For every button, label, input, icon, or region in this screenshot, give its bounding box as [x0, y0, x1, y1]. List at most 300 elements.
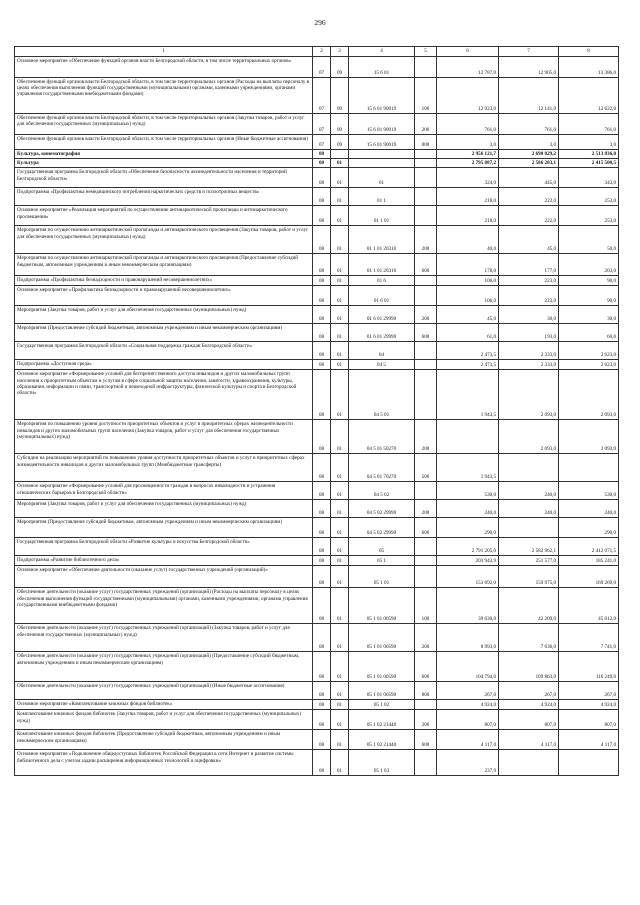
target-article-cell: 04 5: [349, 360, 415, 370]
amount-year1-cell: 106,0: [437, 286, 499, 306]
section-code-cell: 08: [313, 454, 331, 482]
row-name-cell: Обеспечение функций органов власти Белгородской области, в том числе территориальных органов (Расходы на выплаты персоналу в целях обеспечения выполнения функций государственными (муниципальными) органами, казенными учреждениями, органами управления государственными внебюджетными фондами): [15, 78, 313, 114]
table-row: [15, 710, 619, 730]
subsection-code-cell: 01: [331, 276, 349, 286]
target-article-cell: 05 1 01 00590: [349, 588, 415, 624]
target-article-cell: 15 6 01 90019: [349, 114, 415, 135]
table-row: [15, 588, 619, 624]
row-name-cell: Мероприятия по осуществлению антинаркотической пропаганды и антинаркотического просвещения (Закупка товаров, работ и услуг для обеспечения государственных (муниципальных) нужд): [15, 226, 313, 254]
subsection-code-cell: 01: [331, 342, 349, 360]
table-row: [15, 500, 619, 518]
table-row: [15, 730, 619, 750]
table-row: [15, 454, 619, 482]
amount-year1-cell: 178,0: [437, 254, 499, 276]
amount-year2-cell: 2 093,0: [499, 420, 559, 454]
subsection-code-cell: 01: [331, 254, 349, 276]
target-article-cell: 04 5 01 50270: [349, 420, 415, 454]
expense-type-cell: [415, 276, 437, 286]
subsection-code-cell: 01: [331, 306, 349, 324]
table-row: [15, 566, 619, 588]
amount-year1-cell: 203 943,9: [437, 556, 499, 566]
amount-year1-cell: 324,0: [437, 168, 499, 188]
target-article-cell: 05 1: [349, 556, 415, 566]
expense-type-cell: 200: [415, 500, 437, 518]
amount-year2-cell: 223,0: [499, 276, 559, 286]
target-article-cell: 01 1 01 20310: [349, 254, 415, 276]
subsection-code-cell: 09: [331, 135, 349, 150]
target-article-cell: 04 5 02: [349, 482, 415, 500]
amount-year1-cell: 807,0: [437, 710, 499, 730]
table-row: [15, 286, 619, 306]
expense-type-cell: [415, 700, 437, 710]
section-code-cell: 08: [313, 566, 331, 588]
row-name-cell: Мероприятия (Закупка товаров, работ и услуг для обеспечения государственных (муниципальных) нужд): [15, 306, 313, 324]
target-article-cell: 05 1 01: [349, 566, 415, 588]
section-code-cell: 08: [313, 150, 331, 159]
target-article-cell: 04: [349, 342, 415, 360]
expense-type-cell: 600: [415, 518, 437, 538]
section-code-cell: 08: [313, 159, 331, 168]
table-row: [15, 652, 619, 682]
expense-type-cell: 100: [415, 78, 437, 114]
amount-year3-cell: 530,0: [559, 482, 619, 500]
target-article-cell: 01 6 01: [349, 286, 415, 306]
amount-year1-cell: 761,0: [437, 114, 499, 135]
expense-type-cell: 200: [415, 420, 437, 454]
subsection-code-cell: 01: [331, 682, 349, 700]
subsection-code-cell: 01: [331, 750, 349, 776]
expense-type-cell: [415, 342, 437, 360]
subsection-code-cell: 01: [331, 652, 349, 682]
section-code-cell: 08: [313, 624, 331, 652]
section-code-cell: 08: [313, 482, 331, 500]
table-row: [15, 682, 619, 700]
amount-year2-cell: 2 333,0: [499, 360, 559, 370]
subsection-code-cell: 01: [331, 370, 349, 420]
row-name-cell: Культура: [15, 159, 313, 168]
expense-type-cell: [415, 556, 437, 566]
amount-year1-cell: 2 473,5: [437, 360, 499, 370]
amount-year1-cell: 2 956 121,7: [437, 150, 499, 159]
expense-type-cell: 500: [415, 454, 437, 482]
table-row: [15, 538, 619, 556]
amount-year1-cell: 2 473,5: [437, 342, 499, 360]
table-row: [15, 168, 619, 188]
col-header: 2: [313, 47, 331, 57]
row-name-cell: Мероприятия по осуществлению антинаркотической пропаганды и антинаркотического просвещения (Предоставление субсидий бюджетным, автономным учреждениям и иным некоммерческим организациям): [15, 254, 313, 276]
amount-year3-cell: 290,0: [559, 518, 619, 538]
amount-year1-cell: 40,0: [437, 226, 499, 254]
amount-year3-cell: 30,0: [559, 306, 619, 324]
row-name-cell: Культура, кинематография: [15, 150, 313, 159]
amount-year1-cell: 61,0: [437, 324, 499, 342]
amount-year3-cell: 203,0: [559, 254, 619, 276]
amount-year2-cell: 12 905,0: [499, 57, 559, 78]
subsection-code-cell: 01: [331, 710, 349, 730]
subsection-code-cell: 01: [331, 624, 349, 652]
subsection-code-cell: 01: [331, 286, 349, 306]
expense-type-cell: 200: [415, 226, 437, 254]
amount-year1-cell: 218,0: [437, 188, 499, 206]
target-article-cell: 01 1: [349, 188, 415, 206]
table-row: [15, 254, 619, 276]
subsection-code-cell: 01: [331, 188, 349, 206]
row-name-cell: Комплектование книжных фондов библиотек (Предоставление субсидий бюджетным, автономным учреждениям и иным некоммерческим организациям): [15, 730, 313, 750]
table-row: [15, 342, 619, 360]
header-row: [15, 47, 619, 57]
target-article-cell: 01 6 01 29990: [349, 324, 415, 342]
row-name-cell: Обеспечение деятельности (оказание услуг) государственных учреждений (организаций) (Закупка товаров, работ и услуг для обеспечения государственных (муниципальных) нужд): [15, 624, 313, 652]
expense-type-cell: 600: [415, 652, 437, 682]
amount-year3-cell: 343,0: [559, 168, 619, 188]
expense-type-cell: [415, 57, 437, 78]
expense-type-cell: 200: [415, 624, 437, 652]
amount-year2-cell: 42 209,0: [499, 588, 559, 624]
section-code-cell: 08: [313, 306, 331, 324]
amount-year3-cell: 2 513 836,0: [559, 150, 619, 159]
target-article-cell: 05 1 02: [349, 700, 415, 710]
row-name-cell: Основное мероприятие «Формирование условий для просвещенности граждан в вопросах инвалидности и устранения отношенческих барьеров в Белгородской области»: [15, 482, 313, 500]
col-header: 3: [331, 47, 349, 57]
amount-year2-cell: 445,0: [499, 168, 559, 188]
amount-year2-cell: 807,0: [499, 710, 559, 730]
table-row: [15, 226, 619, 254]
amount-year1-cell: 39 636,0: [437, 588, 499, 624]
row-name-cell: Основное мероприятие «Профилактика безнадзорности и правонарушений несовершеннолетних»: [15, 286, 313, 306]
subsection-code-cell: [331, 150, 349, 159]
section-code-cell: 08: [313, 556, 331, 566]
expense-type-cell: [415, 538, 437, 556]
expense-type-cell: [415, 750, 437, 776]
subsection-code-cell: 01: [331, 420, 349, 454]
section-code-cell: 08: [313, 168, 331, 188]
amount-year3-cell: 90,0: [559, 276, 619, 286]
amount-year1-cell: 530,0: [437, 482, 499, 500]
row-name-cell: Обеспечение деятельности (оказание услуг) государственных учреждений (организаций) (Предоставление субсидий бюджетным, автономным учреждениям и иным некоммерческим организациям): [15, 652, 313, 682]
target-article-cell: 01 6: [349, 276, 415, 286]
amount-year3-cell: 60,0: [559, 324, 619, 342]
amount-year2-cell: 222,0: [499, 188, 559, 206]
table-row: [15, 150, 619, 159]
subsection-code-cell: 01: [331, 206, 349, 226]
row-name-cell: Подпрограмма «Профилактика немедицинского потребления наркотических средств и психотропных веществ»: [15, 188, 313, 206]
subsection-code-cell: 01: [331, 168, 349, 188]
amount-year1-cell: 45,0: [437, 306, 499, 324]
expense-type-cell: 800: [415, 682, 437, 700]
amount-year1-cell: 4 924,0: [437, 700, 499, 710]
row-name-cell: Государственная программа Белгородской области «Развитие культуры и искусства Белгородской области»: [15, 538, 313, 556]
section-code-cell: 07: [313, 78, 331, 114]
target-article-cell: 05 1 01 00590: [349, 652, 415, 682]
subsection-code-cell: 01: [331, 454, 349, 482]
amount-year3-cell: 2 093,0: [559, 370, 619, 420]
amount-year3-cell: 2 415 500,5: [559, 159, 619, 168]
amount-year2-cell: 193,0: [499, 324, 559, 342]
subsection-code-cell: 01: [331, 226, 349, 254]
row-name-cell: Основное мероприятие «Реализация мероприятий по осуществлению антинаркотической пропаганды и антинаркотического просвещения»: [15, 206, 313, 226]
target-article-cell: 01 6 01 29990: [349, 306, 415, 324]
amount-year1-cell: 1 943,5: [437, 370, 499, 420]
table-row: [15, 360, 619, 370]
section-code-cell: 08: [313, 652, 331, 682]
section-code-cell: 08: [313, 420, 331, 454]
amount-year3-cell: 4 924,0: [559, 700, 619, 710]
section-code-cell: 08: [313, 360, 331, 370]
subsection-code-cell: 01: [331, 518, 349, 538]
expense-type-cell: 600: [415, 254, 437, 276]
amount-year1-cell: 237,9: [437, 750, 499, 776]
amount-year1-cell: 218,0: [437, 206, 499, 226]
table-row: [15, 57, 619, 78]
amount-year3-cell: 45 012,0: [559, 588, 619, 624]
amount-year2-cell: 267,0: [499, 682, 559, 700]
col-header: 8: [559, 47, 619, 57]
table-row: [15, 188, 619, 206]
amount-year2-cell: [499, 518, 559, 538]
amount-year1-cell: 1 943,5: [437, 454, 499, 482]
amount-year2-cell: 2 582 962,1: [499, 538, 559, 556]
table-row: [15, 114, 619, 135]
table-row: [15, 276, 619, 286]
table-row: [15, 135, 619, 150]
amount-year3-cell: 2 412 071,5: [559, 538, 619, 556]
amount-year3-cell: [559, 454, 619, 482]
subsection-code-cell: 01: [331, 588, 349, 624]
amount-year1-cell: 267,0: [437, 682, 499, 700]
section-code-cell: 08: [313, 710, 331, 730]
subsection-code-cell: 09: [331, 114, 349, 135]
amount-year3-cell: 253,0: [559, 188, 619, 206]
col-header: 5: [415, 47, 437, 57]
table-row: [15, 556, 619, 566]
table-row: [15, 700, 619, 710]
section-code-cell: 08: [313, 700, 331, 710]
section-code-cell: 08: [313, 588, 331, 624]
amount-year1-cell: 12 023,0: [437, 78, 499, 114]
table-row: [15, 370, 619, 420]
target-article-cell: 15 6 01: [349, 57, 415, 78]
amount-year1-cell: 240,0: [437, 500, 499, 518]
row-name-cell: Государственная программа Белгородской области «Социальная поддержка граждан Белгородской области»: [15, 342, 313, 360]
row-name-cell: Обеспечение деятельности (оказание услуг) государственных учреждений (организаций) (Иные бюджетные ассигнования): [15, 682, 313, 700]
subsection-code-cell: 01: [331, 500, 349, 518]
subsection-code-cell: 01: [331, 556, 349, 566]
amount-year3-cell: 185 241,0: [559, 556, 619, 566]
expense-type-cell: [415, 150, 437, 159]
section-code-cell: 07: [313, 57, 331, 78]
amount-year2-cell: 240,0: [499, 500, 559, 518]
amount-year2-cell: 223,0: [499, 286, 559, 306]
row-name-cell: Комплектование книжных фондов библиотек (Закупка товаров, работ и услуг для обеспечения государственных (муниципальных) нужд): [15, 710, 313, 730]
subsection-code-cell: 01: [331, 159, 349, 168]
amount-year3-cell: 4 117,0: [559, 730, 619, 750]
amount-year2-cell: 3,0: [499, 135, 559, 150]
subsection-code-cell: 01: [331, 324, 349, 342]
amount-year2-cell: 4 924,0: [499, 700, 559, 710]
amount-year3-cell: 116 249,0: [559, 652, 619, 682]
table-row: [15, 750, 619, 776]
expense-type-cell: [415, 286, 437, 306]
row-name-cell: Основное мероприятие «Подключение общедоступных библиотек Российской Федерации к сети Интернет и развитие системы библиотечного дела с учетом задачи расширения информационных технологий и оцифровки»: [15, 750, 313, 776]
amount-year2-cell: 2 093,0: [499, 370, 559, 420]
amount-year2-cell: 240,0: [499, 482, 559, 500]
expense-type-cell: 600: [415, 324, 437, 342]
target-article-cell: 04 5 01 70270: [349, 454, 415, 482]
table-row: [15, 420, 619, 454]
amount-year3-cell: 3,0: [559, 135, 619, 150]
table-row: [15, 324, 619, 342]
amount-year3-cell: 807,0: [559, 710, 619, 730]
amount-year1-cell: 3,0: [437, 135, 499, 150]
subsection-code-cell: 01: [331, 538, 349, 556]
target-article-cell: 15 6 01 90019: [349, 78, 415, 114]
section-code-cell: 08: [313, 682, 331, 700]
amount-year1-cell: 104 794,0: [437, 652, 499, 682]
row-name-cell: Обеспечение функций органов власти Белгородской области, в том числе территориальных органов (Закупка товаров, работ и услуг для обеспечения государственных (муниципальных) нужд): [15, 114, 313, 135]
amount-year2-cell: 109 863,0: [499, 652, 559, 682]
target-article-cell: 01 1 01 20310: [349, 226, 415, 254]
row-name-cell: Обеспечение деятельности (оказание услуг) государственных учреждений (организаций) (Расходы на выплаты персоналу в целях обеспечения выполнения функций государственными (муниципальными) органами, казенными учреждениями, органами управления государственными внебюджетными фондами): [15, 588, 313, 624]
target-article-cell: 05 1 03: [349, 750, 415, 776]
table-row: [15, 159, 619, 168]
row-name-cell: Мероприятия (Предоставление субсидий бюджетным, автономным учреждениям и иным некоммерческим организациям): [15, 324, 313, 342]
section-code-cell: 08: [313, 206, 331, 226]
amount-year3-cell: 12 622,0: [559, 78, 619, 114]
amount-year3-cell: 13 386,0: [559, 57, 619, 78]
target-article-cell: [349, 159, 415, 168]
amount-year2-cell: 12 141,0: [499, 78, 559, 114]
section-code-cell: 08: [313, 370, 331, 420]
amount-year1-cell: 290,0: [437, 518, 499, 538]
section-code-cell: 08: [313, 324, 331, 342]
row-name-cell: Мероприятия по повышению уровня доступности приоритетных объектов и услуг в приоритетных сферах жизнедеятельности инвалидов и других маломобильных групп населения (Закупка товаров, работ и услуг для обеспечения государственных (муниципальных) нужд): [15, 420, 313, 454]
amount-year3-cell: 50,0: [559, 226, 619, 254]
row-name-cell: Основное мероприятие «Обеспечение функций органов власти Белгородской области, в том числе территориальных органов»: [15, 57, 313, 78]
col-header: 6: [437, 47, 499, 57]
amount-year3-cell: 169 269,0: [559, 566, 619, 588]
row-name-cell: Государственная программа Белгородской области «Обеспечение безопасности жизнедеятельности населения и территорий Белгородской области»: [15, 168, 313, 188]
amount-year2-cell: 4 117,0: [499, 730, 559, 750]
amount-year3-cell: [559, 750, 619, 776]
amount-year2-cell: 251 577,0: [499, 556, 559, 566]
amount-year3-cell: 7 741,0: [559, 624, 619, 652]
expense-type-cell: 200: [415, 306, 437, 324]
subsection-code-cell: 01: [331, 482, 349, 500]
expense-type-cell: [415, 206, 437, 226]
section-code-cell: 08: [313, 518, 331, 538]
expense-type-cell: [415, 360, 437, 370]
target-article-cell: 01: [349, 168, 415, 188]
row-name-cell: Подпрограмма «Профилактика безнадзорности и правонарушений несовершеннолетних»: [15, 276, 313, 286]
expense-type-cell: [415, 566, 437, 588]
subsection-code-cell: 09: [331, 57, 349, 78]
amount-year2-cell: 7 636,0: [499, 624, 559, 652]
amount-year3-cell: 267,0: [559, 682, 619, 700]
subsection-code-cell: 01: [331, 700, 349, 710]
amount-year1-cell: 4 117,0: [437, 730, 499, 750]
table-row: [15, 206, 619, 226]
row-name-cell: Основное мероприятие «Формирование условий для беспрепятственного доступа инвалидов и других маломобильных групп населения к приоритетным объектам и услугам в сфере социальной защиты населения, занятости, здравоохранения, культуры, образования, информации и связи, транспортной и пешеходной инфраструктуры, физической культуры и спорта в Белгородской области»: [15, 370, 313, 420]
target-article-cell: 05 1 02 21440: [349, 730, 415, 750]
target-article-cell: 01 1 01: [349, 206, 415, 226]
target-article-cell: 05: [349, 538, 415, 556]
amount-year3-cell: 253,0: [559, 206, 619, 226]
subsection-code-cell: 01: [331, 360, 349, 370]
expense-type-cell: [415, 168, 437, 188]
table-row: [15, 624, 619, 652]
amount-year1-cell: [437, 420, 499, 454]
amount-year3-cell: 2 093,0: [559, 420, 619, 454]
amount-year1-cell: 2 791 205,0: [437, 538, 499, 556]
expense-type-cell: 200: [415, 114, 437, 135]
table-row: [15, 518, 619, 538]
amount-year2-cell: 30,0: [499, 306, 559, 324]
amount-year3-cell: 2 623,0: [559, 342, 619, 360]
amount-year2-cell: 761,0: [499, 114, 559, 135]
amount-year3-cell: 240,0: [559, 500, 619, 518]
col-header: 4: [349, 47, 415, 57]
amount-year1-cell: 106,0: [437, 276, 499, 286]
amount-year2-cell: 177,0: [499, 254, 559, 276]
amount-year2-cell: 2 690 029,2: [499, 150, 559, 159]
amount-year2-cell: 45,0: [499, 226, 559, 254]
amount-year1-cell: 153 692,0: [437, 566, 499, 588]
target-article-cell: [349, 150, 415, 159]
row-name-cell: Мероприятия (Предоставление субсидий бюджетным, автономным учреждениям и иным некоммерческим организациям): [15, 518, 313, 538]
page-number: 296: [314, 18, 326, 27]
table-row: [15, 78, 619, 114]
amount-year2-cell: 159 975,0: [499, 566, 559, 588]
section-code-cell: 08: [313, 538, 331, 556]
section-code-cell: 08: [313, 500, 331, 518]
section-code-cell: 07: [313, 114, 331, 135]
amount-year2-cell: 2 586 203,1: [499, 159, 559, 168]
section-code-cell: 07: [313, 135, 331, 150]
subsection-code-cell: 09: [331, 78, 349, 114]
amount-year1-cell: 8 993,0: [437, 624, 499, 652]
row-name-cell: Подпрограмма «Развитие библиотечного дела»: [15, 556, 313, 566]
amount-year3-cell: 2 623,0: [559, 360, 619, 370]
amount-year3-cell: 761,0: [559, 114, 619, 135]
section-code-cell: 08: [313, 342, 331, 360]
amount-year2-cell: 222,0: [499, 206, 559, 226]
target-article-cell: 04 5 02 29990: [349, 500, 415, 518]
section-code-cell: 08: [313, 276, 331, 286]
row-name-cell: Мероприятия (Закупка товаров, работ и услуг для обеспечения государственных (муниципальных) нужд): [15, 500, 313, 518]
col-header: 1: [15, 47, 313, 57]
row-name-cell: Субсидии на реализацию мероприятий по повышению уровня доступности приоритетных объектов и услуг в приоритетных сферах жизнедеятельности инвалидов и других маломобильных групп (Межбюджетные трансферты): [15, 454, 313, 482]
expense-type-cell: [415, 482, 437, 500]
target-article-cell: 15 6 01 90019: [349, 135, 415, 150]
expense-type-cell: 600: [415, 730, 437, 750]
section-code-cell: 08: [313, 254, 331, 276]
budget-table: [14, 46, 619, 776]
expense-type-cell: [415, 370, 437, 420]
subsection-code-cell: 01: [331, 566, 349, 588]
amount-year2-cell: 2 333,0: [499, 342, 559, 360]
table-row: [15, 482, 619, 500]
target-article-cell: 05 1 01 00590: [349, 682, 415, 700]
table-row: [15, 306, 619, 324]
expense-type-cell: 800: [415, 135, 437, 150]
section-code-cell: 08: [313, 750, 331, 776]
section-code-cell: 08: [313, 730, 331, 750]
row-name-cell: Основное мероприятие «Комплектование книжных фондов библиотек»: [15, 700, 313, 710]
row-name-cell: Подпрограмма «Доступная среда»: [15, 360, 313, 370]
section-code-cell: 08: [313, 226, 331, 254]
target-article-cell: 04 5 02 29990: [349, 518, 415, 538]
section-code-cell: 08: [313, 188, 331, 206]
